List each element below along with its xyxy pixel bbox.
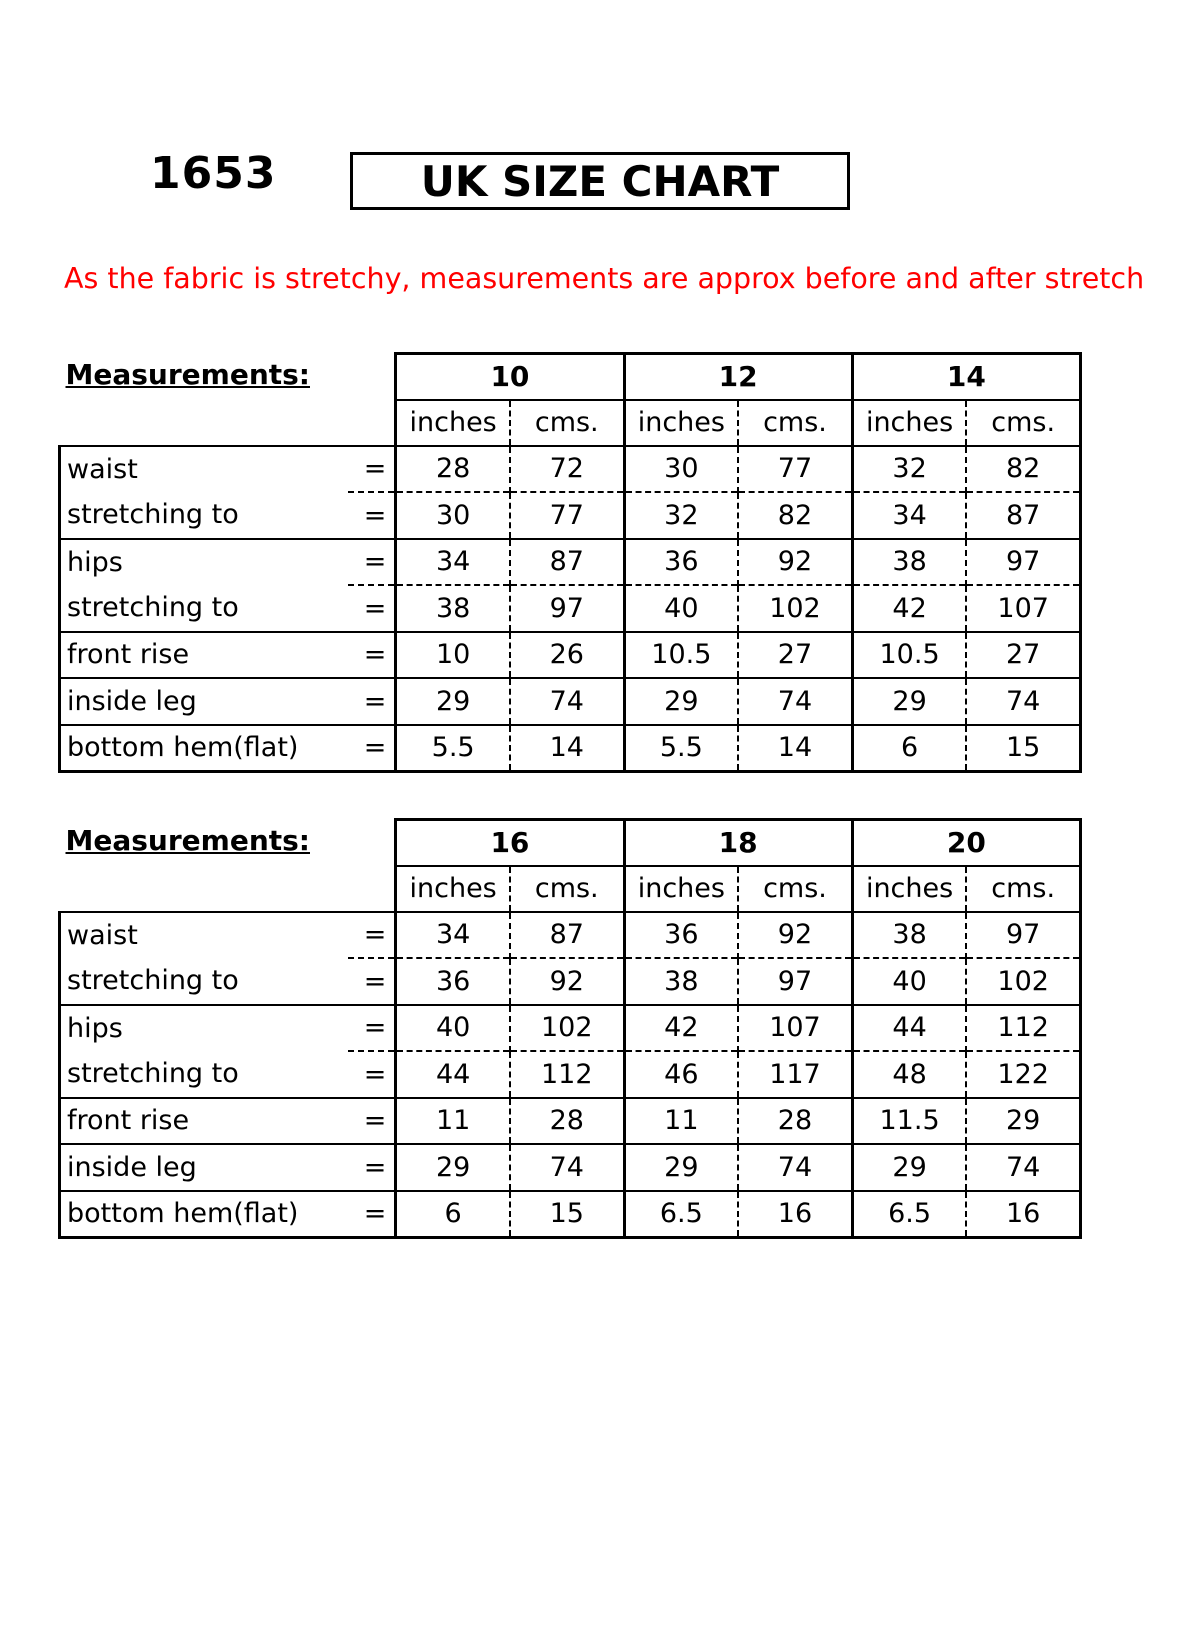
value-cms: 77: [510, 492, 624, 539]
size-header: 18: [624, 820, 852, 866]
value-inches: 40: [396, 1005, 510, 1052]
row-label: stretching to: [60, 585, 348, 632]
size-header: 10: [396, 354, 624, 400]
unit-inches: inches: [852, 866, 966, 912]
value-inches: 28: [396, 446, 510, 493]
table-row: [60, 1191, 1081, 1238]
value-cms: 92: [510, 958, 624, 1005]
value-inches: 5.5: [396, 725, 510, 772]
value-inches: 6.5: [624, 1191, 738, 1238]
value-inches: 34: [852, 492, 966, 539]
equals-sign: =: [348, 678, 396, 725]
value-inches: 29: [624, 1144, 738, 1191]
unit-cms: cms.: [738, 866, 852, 912]
value-cms: 29: [966, 1098, 1080, 1145]
stretch-note: As the fabric is stretchy, measurements are approx before and after stretch: [64, 262, 1145, 295]
value-inches: 38: [396, 585, 510, 632]
value-inches: 46: [624, 1051, 738, 1098]
value-cms: 82: [966, 446, 1080, 493]
value-inches: 40: [624, 585, 738, 632]
unit-inches: inches: [396, 866, 510, 912]
measurements-table: [58, 352, 1082, 773]
value-cms: 74: [738, 1144, 852, 1191]
value-cms: 102: [738, 585, 852, 632]
unit-inches: inches: [624, 866, 738, 912]
chart-title: UK SIZE CHART: [350, 152, 850, 210]
row-label: waist: [60, 912, 348, 959]
value-cms: 87: [510, 539, 624, 586]
value-cms: 87: [510, 912, 624, 959]
value-inches: 38: [852, 912, 966, 959]
unit-cms: cms.: [510, 400, 624, 446]
unit-cms: cms.: [510, 866, 624, 912]
value-inches: 36: [624, 912, 738, 959]
equals-sign: =: [348, 1098, 396, 1145]
value-cms: 74: [510, 1144, 624, 1191]
value-inches: 38: [852, 539, 966, 586]
row-label: bottom hem(flat): [60, 1191, 348, 1238]
value-cms: 27: [966, 632, 1080, 679]
value-inches: 40: [852, 958, 966, 1005]
size-table-a: [58, 352, 1082, 773]
unit-cms: cms.: [738, 400, 852, 446]
value-cms: 102: [966, 958, 1080, 1005]
row-label: stretching to: [60, 958, 348, 1005]
value-inches: 34: [396, 912, 510, 959]
value-cms: 92: [738, 912, 852, 959]
value-cms: 97: [510, 585, 624, 632]
table-row: [60, 492, 1081, 539]
value-cms: 15: [966, 725, 1080, 772]
value-inches: 6: [396, 1191, 510, 1238]
value-cms: 26: [510, 632, 624, 679]
value-inches: 38: [624, 958, 738, 1005]
value-inches: 44: [396, 1051, 510, 1098]
value-cms: 97: [966, 912, 1080, 959]
value-cms: 112: [510, 1051, 624, 1098]
row-label: hips: [60, 1005, 348, 1052]
value-cms: 107: [966, 585, 1080, 632]
equals-sign: =: [348, 1005, 396, 1052]
value-cms: 97: [738, 958, 852, 1005]
value-inches: 6.5: [852, 1191, 966, 1238]
equals-sign: =: [348, 958, 396, 1005]
value-inches: 29: [396, 1144, 510, 1191]
equals-sign: =: [348, 632, 396, 679]
value-cms: 97: [966, 539, 1080, 586]
value-cms: 28: [510, 1098, 624, 1145]
table-heading: Measurements:: [65, 823, 310, 857]
value-inches: 36: [396, 958, 510, 1005]
product-code: 1653: [150, 148, 277, 199]
value-inches: 10.5: [852, 632, 966, 679]
row-label: hips: [60, 539, 348, 586]
table-heading: Measurements:: [65, 357, 310, 391]
table-row: [60, 958, 1081, 1005]
size-table-b: [58, 818, 1082, 1239]
equals-sign: =: [348, 492, 396, 539]
value-inches: 30: [624, 446, 738, 493]
value-inches: 11.5: [852, 1098, 966, 1145]
value-cms: 74: [966, 1144, 1080, 1191]
size-header: 14: [852, 354, 1080, 400]
value-cms: 28: [738, 1098, 852, 1145]
size-header: 20: [852, 820, 1080, 866]
value-cms: 72: [510, 446, 624, 493]
equals-sign: =: [348, 912, 396, 959]
table-row: [60, 585, 1081, 632]
value-cms: 117: [738, 1051, 852, 1098]
value-cms: 74: [510, 678, 624, 725]
measurements-table: [58, 818, 1082, 1239]
value-inches: 5.5: [624, 725, 738, 772]
value-cms: 107: [738, 1005, 852, 1052]
row-label: inside leg: [60, 678, 348, 725]
value-inches: 29: [852, 1144, 966, 1191]
value-inches: 30: [396, 492, 510, 539]
value-cms: 16: [966, 1191, 1080, 1238]
value-cms: 27: [738, 632, 852, 679]
value-cms: 74: [966, 678, 1080, 725]
table-row: [60, 1098, 1081, 1145]
equals-sign: =: [348, 1144, 396, 1191]
row-label: front rise: [60, 1098, 348, 1145]
value-inches: 36: [624, 539, 738, 586]
value-cms: 87: [966, 492, 1080, 539]
value-inches: 29: [624, 678, 738, 725]
value-inches: 11: [624, 1098, 738, 1145]
value-inches: 29: [396, 678, 510, 725]
value-inches: 11: [396, 1098, 510, 1145]
equals-sign: =: [348, 1191, 396, 1238]
row-label: bottom hem(flat): [60, 725, 348, 772]
table-row: [60, 632, 1081, 679]
unit-inches: inches: [624, 400, 738, 446]
unit-inches: inches: [396, 400, 510, 446]
value-cms: 102: [510, 1005, 624, 1052]
value-inches: 32: [624, 492, 738, 539]
unit-inches: inches: [852, 400, 966, 446]
row-label: stretching to: [60, 1051, 348, 1098]
unit-cms: cms.: [966, 866, 1080, 912]
value-inches: 34: [396, 539, 510, 586]
value-inches: 10.5: [624, 632, 738, 679]
value-cms: 112: [966, 1005, 1080, 1052]
size-header: 16: [396, 820, 624, 866]
value-inches: 32: [852, 446, 966, 493]
table-row: [60, 539, 1081, 586]
table-row: [60, 678, 1081, 725]
value-cms: 77: [738, 446, 852, 493]
row-label: waist: [60, 446, 348, 493]
unit-cms: cms.: [966, 400, 1080, 446]
equals-sign: =: [348, 1051, 396, 1098]
size-header: 12: [624, 354, 852, 400]
row-label: front rise: [60, 632, 348, 679]
value-inches: 6: [852, 725, 966, 772]
table-row: [60, 446, 1081, 493]
table-row: [60, 725, 1081, 772]
value-cms: 14: [510, 725, 624, 772]
table-row: [60, 1144, 1081, 1191]
value-cms: 15: [510, 1191, 624, 1238]
value-inches: 48: [852, 1051, 966, 1098]
row-label: inside leg: [60, 1144, 348, 1191]
value-cms: 92: [738, 539, 852, 586]
value-cms: 74: [738, 678, 852, 725]
value-cms: 122: [966, 1051, 1080, 1098]
row-label: stretching to: [60, 492, 348, 539]
equals-sign: =: [348, 539, 396, 586]
value-cms: 82: [738, 492, 852, 539]
table-row: [60, 1005, 1081, 1052]
table-row: [60, 912, 1081, 959]
equals-sign: =: [348, 585, 396, 632]
value-inches: 10: [396, 632, 510, 679]
value-inches: 42: [624, 1005, 738, 1052]
value-inches: 29: [852, 678, 966, 725]
equals-sign: =: [348, 446, 396, 493]
table-row: [60, 1051, 1081, 1098]
value-inches: 42: [852, 585, 966, 632]
value-cms: 16: [738, 1191, 852, 1238]
equals-sign: =: [348, 725, 396, 772]
value-inches: 44: [852, 1005, 966, 1052]
value-cms: 14: [738, 725, 852, 772]
